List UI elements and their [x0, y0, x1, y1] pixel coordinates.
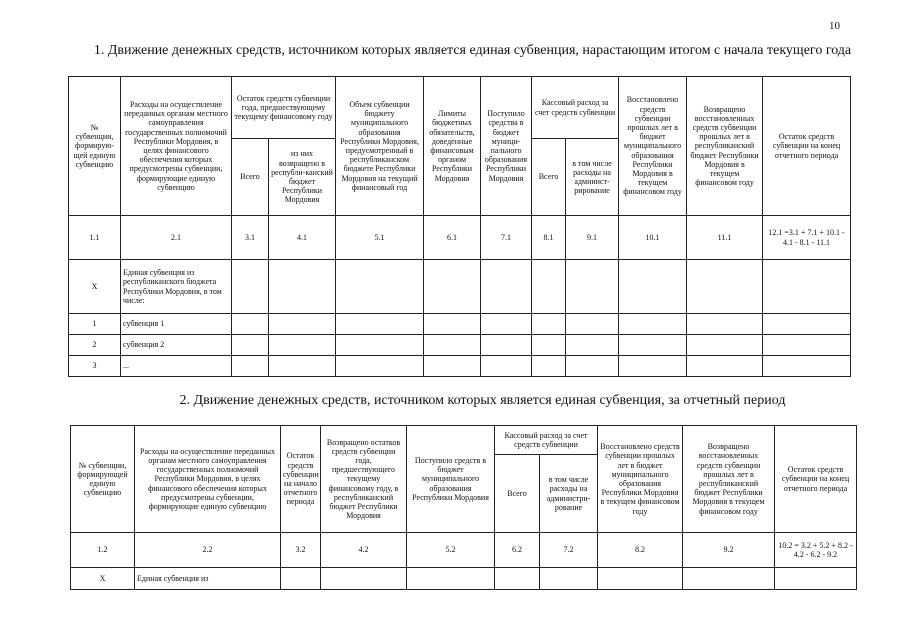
t1-header-end-balance: Остаток средств субвенции на конец отчетного периода [763, 77, 851, 216]
t2-code-cell: 3.2 [281, 533, 321, 568]
row-num: 2 [69, 335, 121, 356]
t1-code-cell: 6.1 [424, 216, 481, 260]
t2-code-cell: 5.2 [407, 533, 495, 568]
t1-code-cell: 3.1 [232, 216, 269, 260]
t1-header-expenses: Расходы на осуществление переданных органам местного самоуправления государственных полномочий Республики Мордовия, в целях финансового обеспечения которых предусмотрены субвенции, формирующие единую субвенцию [121, 77, 232, 216]
row-label: субвенция 2 [121, 335, 232, 356]
t2-header-cash-total: Всего [495, 455, 540, 533]
row-num: Х [71, 568, 135, 590]
t1-header-cash-admin: в том числе расходы на админист-рирование [566, 139, 619, 216]
t1-header-balance-returned: из них возвращено в республи-канский бюджет Республики Мордовия [269, 139, 336, 216]
t2-code-cell: 4.2 [321, 533, 407, 568]
t2-header-returned-balance: Возвращено остатков средств субвенции года, предшествующего текущему финансовому году, в республиканский бюджет Республики Мордовия [321, 426, 407, 533]
page-number: 10 [829, 20, 840, 32]
t1-header-received: Поступило средства в бюджет муници-пального образования Республики Мордовия [481, 77, 532, 216]
t1-code-cell: 10.1 [619, 216, 687, 260]
t2-header-end-balance: Остаток средств субвенции на конец отчетного периода [775, 426, 857, 533]
t2-code-cell: 7.2 [540, 533, 598, 568]
t2-header-balance-start: Остаток средств субвенции на начало отчетного периода [281, 426, 321, 533]
t2-code-cell: 8.2 [598, 533, 683, 568]
t1-header-volume: Объем субвенции бюджету муниципального образования Республики Мордовия, предусмотренный в республиканском бюджете Республики Мордовия на текущий финансовый год [336, 77, 424, 216]
t1-header-restored: Восстановлено средств субвенции прошлых лет в бюджет муниципального образования Республики Мордовия в текущем финансовом году [619, 77, 687, 216]
t1-code-cell: 1.1 [69, 216, 121, 260]
t1-code-row [69, 216, 851, 260]
t2-header-received: Поступило средств в бюджет муниципального образования Республики Мордовия [407, 426, 495, 533]
row-label: Единая субвенция из республиканского бюджета Республики Мордовия, в том числе: [121, 260, 232, 314]
t2-code-cell: 10.2 = 3.2 + 5.2 + 8.2 - 4.2 - 6.2 - 9.2 [775, 533, 857, 568]
row-label: ... [121, 356, 232, 377]
t1-code-cell: 11.1 [687, 216, 763, 260]
row-label: Единая субвенция из [135, 568, 281, 590]
t2-header-restored: Восстановлено средств субвенции прошлых лет в бюджет муниципального образования Республики Мордовия в текущем финансовом году [598, 426, 683, 533]
t1-header-limits: Лимиты бюджетных обязательств, доведенные финансовым органом Республики Мордовия [424, 77, 481, 216]
table2-title: 2. Движение денежных средств, источником которых является единая субвенция, за отчетный период [179, 393, 786, 408]
t2-code-cell: 2.2 [135, 533, 281, 568]
t1-code-cell: 12.1 =3.1 + 7.1 + 10.1 - 4.1 - 8.1 - 11.1 [763, 216, 851, 260]
t2-header-expenses: Расходы на осуществление переданных органам местного самоуправления государственных полномочий Республики Мордовия, в целях финансового обеспечения которых предусмотрены субвенции, формирующие единую субвенцию [135, 426, 281, 533]
t2-header-cash: Кассовый расход за счет средств субвенции [495, 426, 598, 455]
t2-header-num: № субвенции, формирующей единую субвенцию [71, 426, 135, 533]
table-row [71, 568, 857, 590]
t1-header-balance-prev: Остаток средств субвенции года, предшествующему текущему финансовому году [232, 77, 336, 139]
t1-header-cash: Кассовый расход за счет средств субвенции [532, 77, 619, 139]
t2-code-row [71, 533, 857, 568]
table1 [68, 76, 851, 377]
table1-title: 1. Движение денежных средств, источником которых является единая субвенция, нарастающим итогом с начала текущего года [93, 43, 852, 58]
row-num: 3 [69, 356, 121, 377]
t2-code-cell: 1.2 [71, 533, 135, 568]
t1-code-cell: 5.1 [336, 216, 424, 260]
t1-code-cell: 9.1 [566, 216, 619, 260]
t2-header-returned: Возвращено восстановленных средств субвенции прошлых лет в республиканский бюджет Республики Мордовия в текущем финансовом году [683, 426, 775, 533]
t1-header-num: № субвенции, формирую-щей единую субвенцию [69, 77, 121, 216]
t1-code-cell: 2.1 [121, 216, 232, 260]
t2-code-cell: 9.2 [683, 533, 775, 568]
table2 [70, 425, 857, 590]
t1-header-cash-total: Всего [532, 139, 566, 216]
row-num: Х [69, 260, 121, 314]
table-row [69, 356, 851, 377]
table-row [69, 335, 851, 356]
t1-header-returned: Возвращено восстановленных средств субвенции прошлых лет в республиканский бюджет Республики Мордовия в текущем финансовом году [687, 77, 763, 216]
t1-code-cell: 7.1 [481, 216, 532, 260]
table-row [69, 314, 851, 335]
t1-code-cell: 8.1 [532, 216, 566, 260]
t2-header-cash-admin: в том числе расходы на администри-рование [540, 455, 598, 533]
row-num: 1 [69, 314, 121, 335]
t2-code-cell: 6.2 [495, 533, 540, 568]
t1-code-cell: 4.1 [269, 216, 336, 260]
table-row [69, 260, 851, 314]
t1-header-balance-total: Всего [232, 139, 269, 216]
row-label: субвенция 1 [121, 314, 232, 335]
